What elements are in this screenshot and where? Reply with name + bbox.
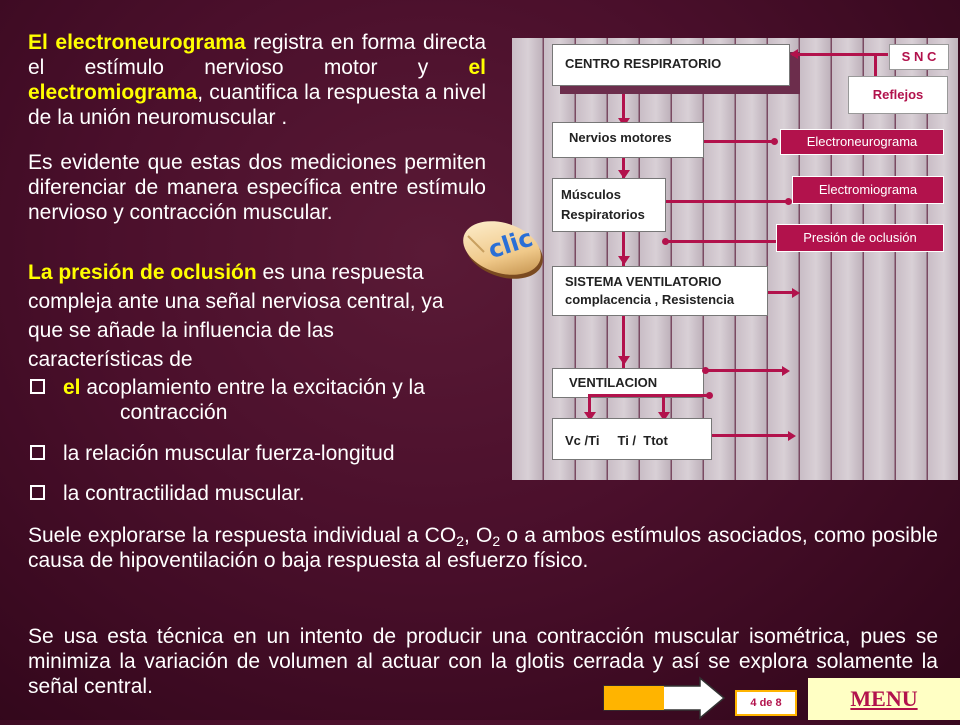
nervios-motores-box xyxy=(552,122,704,158)
ventilacion-label: VENTILACION xyxy=(569,375,658,390)
term-presion-oclusion: La presión de oclusión xyxy=(28,261,257,284)
paragraph-tecnica-isometrica: Se usa esta técnica en un intento de producir una contracción muscular isométrica, pues se minimiza la variación de volumen al actuar con la glotis cerrada y así se explora solamente la señal central. xyxy=(28,625,938,698)
subscript: 2 xyxy=(456,533,464,549)
term-electromiograma: el electromiograma xyxy=(28,56,486,104)
bullet-bold-text: el xyxy=(63,376,81,399)
connector-dot xyxy=(771,138,778,145)
menu-button[interactable]: MENU xyxy=(808,678,960,720)
presion-oclusion-box xyxy=(776,224,944,252)
paragraph-text: características de xyxy=(28,348,193,371)
connector-line xyxy=(768,291,792,294)
vc-ti-box xyxy=(552,418,712,460)
paragraph-text: , cuantifica la respuesta a nivel de la unión neuromuscular . xyxy=(28,81,486,129)
bullet-text: acoplamiento entre la excitación y la xyxy=(80,376,425,399)
reflejos-box xyxy=(848,76,948,114)
presion-oclusion-label: Presión de oclusión xyxy=(803,230,917,245)
centro-respiratorio-label: CENTRO RESPIRATORIO xyxy=(565,56,722,71)
reflejos-label: Reflejos xyxy=(872,87,924,102)
arrow-down-icon xyxy=(618,356,630,365)
bullet-fuerza-longitud xyxy=(30,441,500,466)
electroneurograma-label: Electroneurograma xyxy=(806,134,918,149)
checkbox-bullet-icon xyxy=(30,379,45,394)
paragraph-text: Suele explorarse la respuesta individual a CO xyxy=(28,524,457,547)
centro-respiratorio-box xyxy=(552,44,790,86)
snc-label: S N C xyxy=(901,49,937,64)
arrow-right-icon xyxy=(792,288,800,298)
paragraph-text: es una respuesta xyxy=(256,261,424,284)
connector-dot xyxy=(706,392,713,399)
arrow-down-icon xyxy=(618,256,630,265)
arrow-left-icon xyxy=(790,49,798,59)
paragraph-mediciones: Es evidente que estas dos mediciones permiten diferenciar de manera específica entre estímulo nervioso y contracción muscular. xyxy=(28,151,486,224)
connector-dot xyxy=(662,238,669,245)
connector-line xyxy=(712,434,790,437)
checkbox-bullet-icon xyxy=(30,445,45,460)
electromiograma-box xyxy=(792,176,944,204)
clic-label: clic xyxy=(484,223,537,265)
connector-dot xyxy=(702,367,709,374)
nervios-motores-label: Nervios motores xyxy=(569,130,672,145)
connector-line xyxy=(666,240,776,243)
bullet-text: la contractilidad muscular. xyxy=(63,482,305,505)
musculos-label: Músculos xyxy=(561,187,621,202)
bullet-contractilidad xyxy=(30,481,500,506)
next-arrow-button[interactable] xyxy=(600,676,728,720)
arrow-right-icon xyxy=(782,366,790,376)
connector-dot xyxy=(785,198,792,205)
term-electroneurograma: El electroneurograma xyxy=(28,31,246,54)
connector-line xyxy=(590,394,710,397)
sistema-ventilatorio-box xyxy=(552,266,768,316)
paragraph-text: compleja ante una señal nerviosa central, ya xyxy=(28,290,444,313)
arrow-right-icon xyxy=(600,676,728,720)
paragraph-text: que se añade la influencia de las xyxy=(28,319,334,342)
respiratory-control-diagram xyxy=(512,38,958,480)
electromiograma-label: Electromiograma xyxy=(818,182,918,197)
paragraph-text: o a ambos estímulos asociados, como posible causa de hipoventilación o baja respuesta al esfuerzo físico. xyxy=(28,524,938,572)
respiratorios-label: Respiratorios xyxy=(561,207,645,222)
paragraph-text: registra en forma directa el estímulo nervioso motor y xyxy=(28,31,486,79)
subscript: 2 xyxy=(492,533,501,549)
snc-box xyxy=(889,44,949,70)
bullet-acoplamiento xyxy=(30,375,500,425)
bullet-text-continued: contracción xyxy=(120,401,228,424)
connector-line xyxy=(666,200,790,203)
clic-button[interactable] xyxy=(458,212,548,282)
electroneurograma-box xyxy=(780,129,944,155)
connector-line xyxy=(704,140,776,143)
paragraph-electroneurograma xyxy=(28,30,486,130)
paragraph-co2-o2 xyxy=(28,523,938,573)
sistema-ventilatorio-label: SISTEMA VENTILATORIO xyxy=(565,274,722,289)
bullet-text: la relación muscular fuerza-longitud xyxy=(63,442,395,465)
checkbox-bullet-icon xyxy=(30,485,45,500)
vc-ti-label: Vc /Ti Ti / Ttot xyxy=(565,433,668,448)
connector-line xyxy=(704,369,784,372)
arrow-right-icon xyxy=(788,431,796,441)
musculos-respiratorios-box xyxy=(552,178,666,232)
page-indicator: 4 de 8 xyxy=(735,690,797,716)
paragraph-presion-oclusion xyxy=(28,258,498,374)
complacencia-resistencia-label: complacencia , Resistencia xyxy=(565,292,735,307)
paragraph-text: , O xyxy=(463,524,493,547)
